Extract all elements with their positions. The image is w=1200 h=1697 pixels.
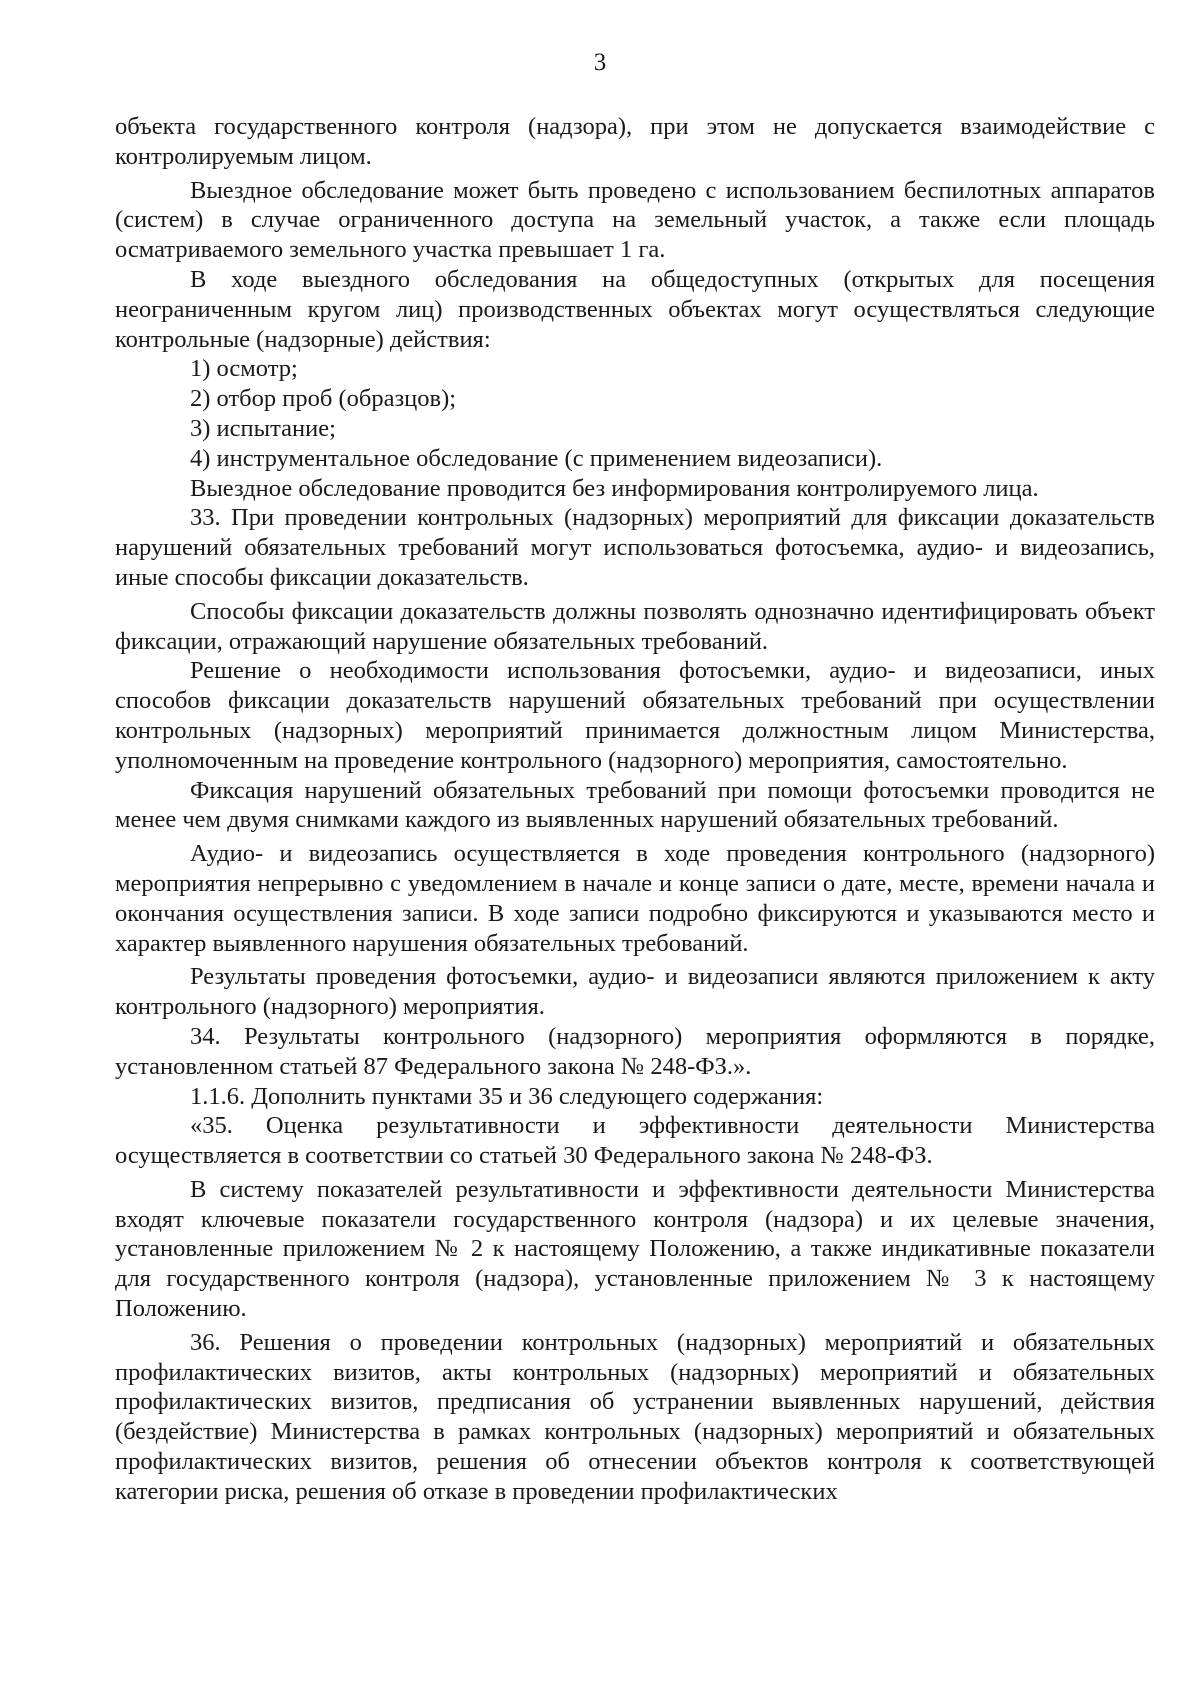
paragraph-1-1-6: 1.1.6. Дополнить пунктами 35 и 36 следующего содержания: — [190, 1082, 824, 1110]
paragraph-36: 36. Решения о проведении контрольных (надзорных) мероприятий и обязательных профилактических визитов, акты контрольных (надзорных) мероприятий и обязательных профилактических визитов, предписания об устранении выявленных нарушений, действия (бездействие) Министерства в рамках контрольных (надзорных) мероприятий и обязательных профилактических визитов, решения об отнесении объектов контроля к соответствующей категории риска, решения об отказе в проведении профилактических — [115, 1328, 1155, 1505]
page-number: 3 — [593, 49, 607, 76]
document-body — [115, 112, 1155, 1507]
paragraph-continuation: объекта государственного контроля (надзора), при этом не допускается взаимодействие с контролируемым лицом. — [115, 113, 1155, 170]
paragraph-recording-decision: Решение о необходимости использования фотосъемки, аудио- и видеозаписи, иных способов фиксации доказательств нарушений обязательных требований при осуществлении контрольных (надзорных) мероприятий принимается должностным лицом Министерства, уполномоченным на проведение контрольного (надзорного) мероприятия, самостоятельно. — [115, 657, 1155, 774]
paragraph-34: 34. Результаты контрольного (надзорного) мероприятия оформляются в порядке, установленном статьей 87 Федерального закона № 248-ФЗ.». — [115, 1022, 1155, 1080]
paragraph-photo-fixation: Фиксация нарушений обязательных требований при помощи фотосъемки проводится не менее чем двумя снимками каждого из выявленных нарушений обязательных требований. — [115, 776, 1155, 834]
paragraph-indicators: В систему показателей результативности и эффективности деятельности Министерства входят ключевые показатели государственного контроля (надзора) и их целевые значения, установленные приложением № 2 к настоящему Положению, а также индикативные показатели для государственного контроля (надзора), установленные приложением № 3 к настоящему Положению. — [115, 1175, 1155, 1323]
paragraph-drone-survey: Выездное обследование может быть проведено с использованием беспилотных аппаратов (систем) в случае ограниченного доступа на земельный участок, а также если площадь осматриваемого земельного участка превышает 1 га. — [115, 176, 1155, 264]
paragraph-audio-video: Аудио- и видеозапись осуществляется в ходе проведения контрольного (надзорного) мероприятия непрерывно с уведомлением в начале и конце записи о дате, месте, времени начала и окончания осуществления записи. В ходе записи подробно фиксируются и указываются место и характер выявленного нарушения обязательных требований. — [115, 840, 1155, 957]
list-item-3: 3) испытание; — [190, 414, 336, 442]
list-item-1: 1) осмотр; — [190, 355, 298, 383]
paragraph-evidence-methods: Способы фиксации доказательств должны позволять однозначно идентифицировать объект фиксации, отражающий нарушение обязательных требований. — [115, 597, 1155, 655]
list-item-4: 4) инструментальное обследование (с применением видеозаписи). — [190, 444, 883, 472]
paragraph-control-actions: В ходе выездного обследования на общедоступных (открытых для посещения неограниченным кругом лиц) производственных объектах могут осуществляться следующие контрольные (надзорные) действия: — [115, 265, 1155, 353]
paragraph-35: «35. Оценка результативности и эффективности деятельности Министерства осуществляется в соответствии со статьей 30 Федерального закона № 248-ФЗ. — [115, 1112, 1155, 1170]
paragraph-results-appendix: Результаты проведения фотосъемки, аудио- и видеозаписи являются приложением к акту контрольного (надзорного) мероприятия. — [115, 963, 1155, 1021]
list-item-2: 2) отбор проб (образцов); — [190, 385, 457, 413]
paragraph-33: 33. При проведении контрольных (надзорных) мероприятий для фиксации доказательств нарушений обязательных требований могут использоваться фотосъемка, аудио- и видеозапись, иные способы фиксации доказательств. — [115, 504, 1155, 591]
paragraph-no-notification: Выездное обследование проводится без информирования контролируемого лица. — [190, 474, 1039, 502]
